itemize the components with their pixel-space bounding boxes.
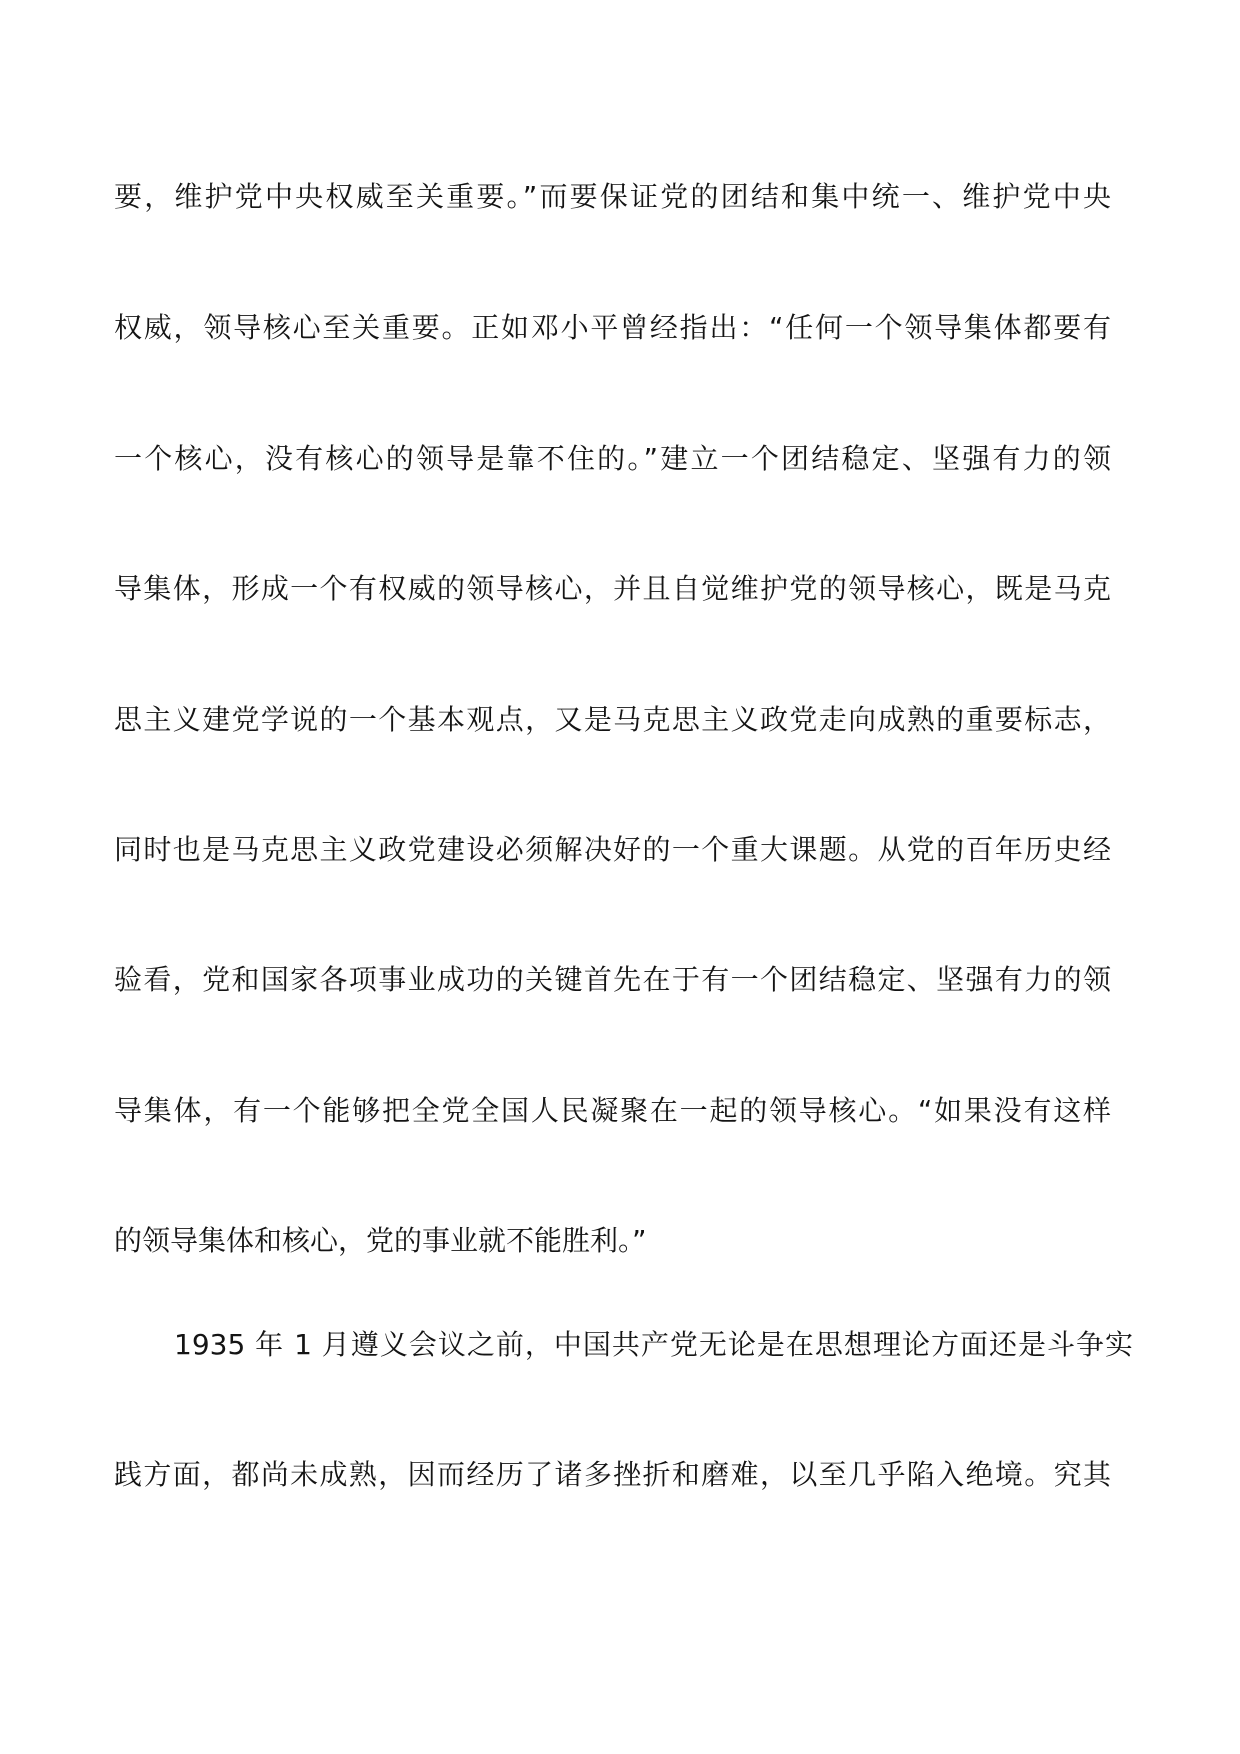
text-line: 导集体，有一个能够把全党全国人民凝聚在一起的领导核心。“如果没有这样	[114, 1094, 1111, 1127]
text-line: 思主义建党学说的一个基本观点，又是马克思主义政党走向成熟的重要标志，	[114, 703, 1111, 736]
text-line: 一个核心，没有核心的领导是靠不住的。”建立一个团结稳定、坚强有力的领	[114, 442, 1111, 475]
text-line: 验看，党和国家各项事业成功的关键首先在于有一个团结稳定、坚强有力的领	[114, 963, 1111, 996]
text-line: 权威，领导核心至关重要。正如邓小平曾经指出：“任何一个领导集体都要有	[114, 311, 1111, 344]
text-line: 践方面，都尚未成熟，因而经历了诸多挫折和磨难，以至几乎陷入绝境。究其	[114, 1458, 1111, 1491]
text-line: 同时也是马克思主义政党建设必须解决好的一个重大课题。从党的百年历史经	[114, 833, 1111, 866]
text-line: 的领导集体和核心，党的事业就不能胜利。”	[114, 1224, 647, 1257]
text-line: 1935 年 1 月遵义会议之前，中国共产党无论是在思想理论方面还是斗争实	[174, 1328, 1133, 1361]
text-line: 导集体，形成一个有权威的领导核心，并且自觉维护党的领导核心，既是马克	[114, 572, 1111, 605]
text-line: 要，维护党中央权威至关重要。”而要保证党的团结和集中统一、维护党中央	[114, 180, 1111, 213]
